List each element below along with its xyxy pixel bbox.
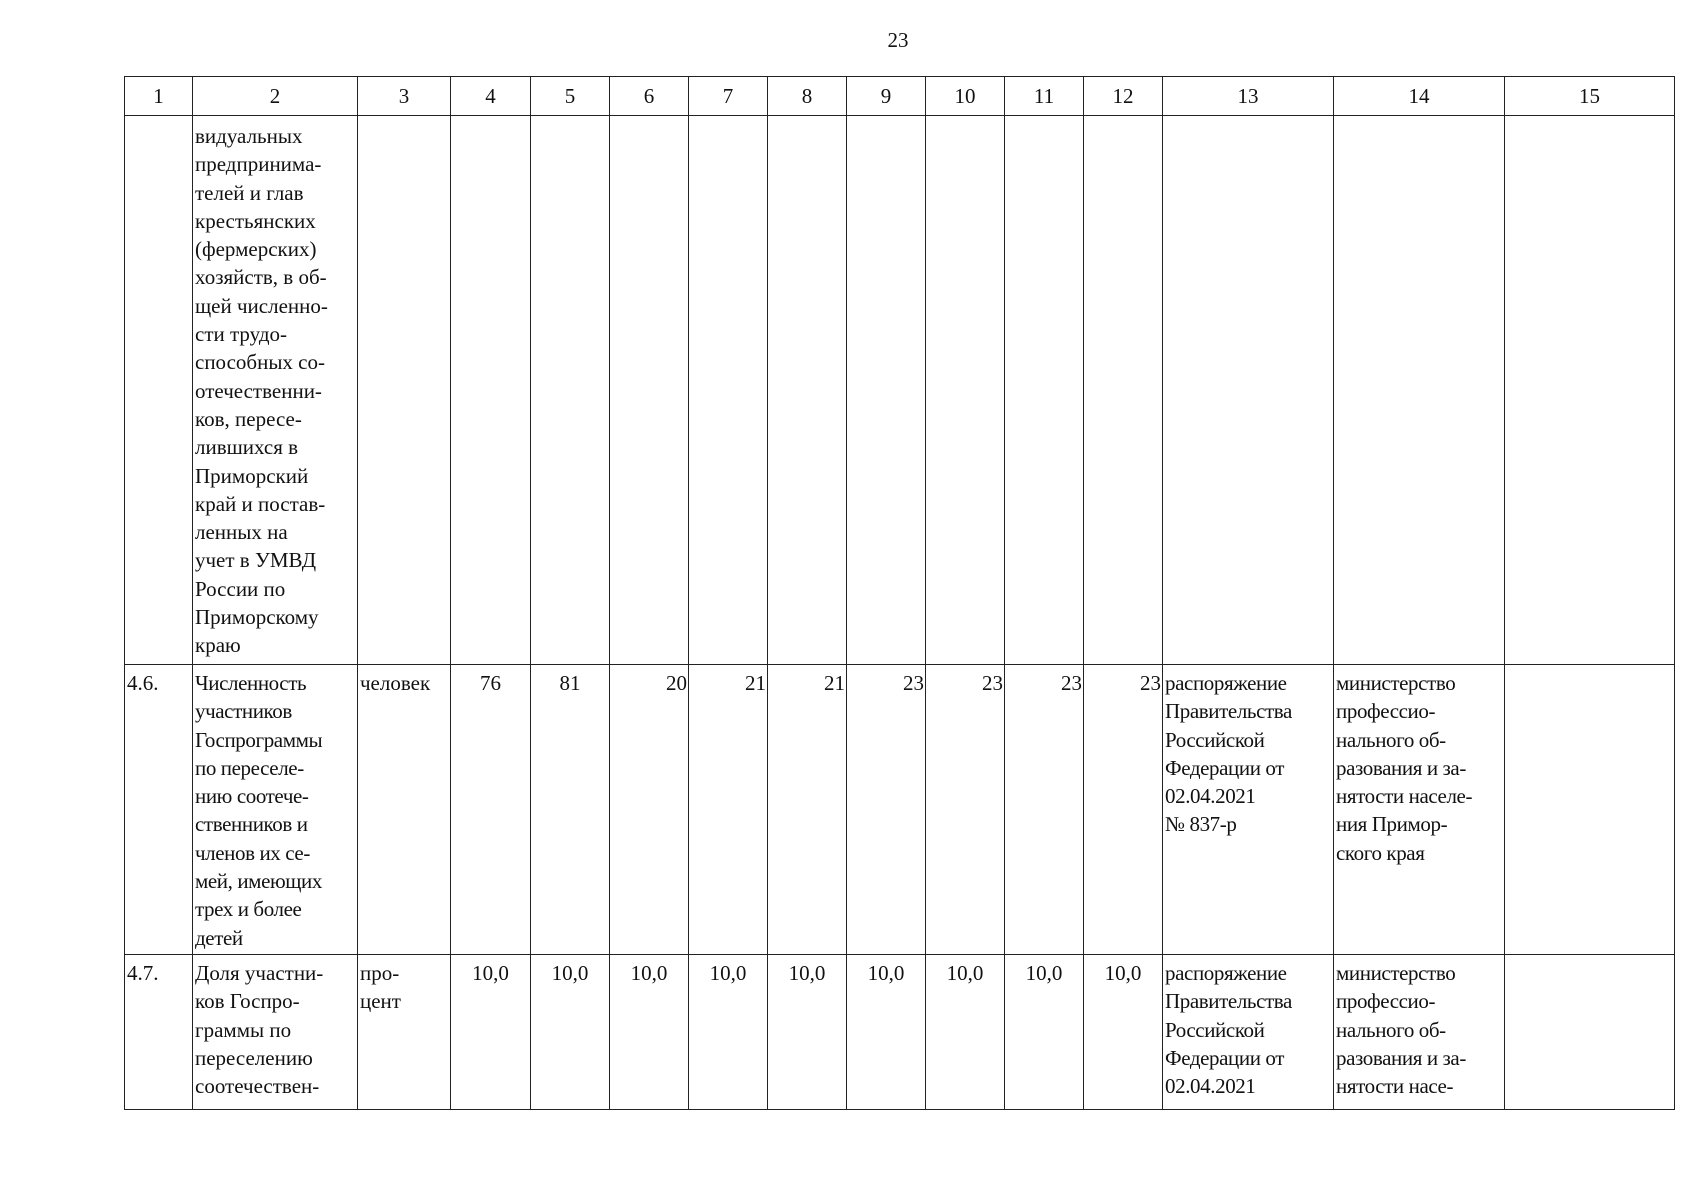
value-cell — [1005, 116, 1084, 665]
responsible-cell — [1334, 116, 1505, 665]
value-cell — [847, 116, 926, 665]
value-cell: 10,0 — [531, 955, 610, 1110]
value-cell: 10,0 — [847, 955, 926, 1110]
value-cell — [768, 116, 847, 665]
column-header: 13 — [1163, 77, 1334, 116]
value-cell — [610, 116, 689, 665]
row-number-cell: 4.7. — [125, 955, 193, 1110]
page-number: 23 — [887, 28, 909, 52]
source-cell — [1163, 116, 1334, 665]
column-header: 6 — [610, 77, 689, 116]
value-cell: 10,0 — [1084, 955, 1163, 1110]
column-header: 7 — [689, 77, 768, 116]
value-cell: 10,0 — [768, 955, 847, 1110]
column-header: 4 — [451, 77, 531, 116]
unit-cell — [358, 116, 451, 665]
column-header: 14 — [1334, 77, 1505, 116]
value-cell: 23 — [926, 665, 1005, 955]
column-header: 12 — [1084, 77, 1163, 116]
value-cell: 21 — [689, 665, 768, 955]
value-cell: 21 — [768, 665, 847, 955]
value-cell: 20 — [610, 665, 689, 955]
source-cell: распоряжение Правительства Российской Федерации от 02.04.2021 № 837-р — [1163, 665, 1334, 955]
value-cell — [451, 116, 531, 665]
value-cell: 10,0 — [451, 955, 531, 1110]
notes-cell — [1505, 116, 1675, 665]
value-cell: 10,0 — [689, 955, 768, 1110]
indicator-name-cell: Численность участников Госпрограммы по переселе- нию соотече- ственников и членов их се- мей, имеющих трех и более детей — [193, 665, 358, 955]
table-row — [125, 955, 1675, 1110]
column-header: 2 — [193, 77, 358, 116]
column-header: 3 — [358, 77, 451, 116]
value-cell: 10,0 — [1005, 955, 1084, 1110]
value-cell: 23 — [1084, 665, 1163, 955]
table-row — [125, 116, 1675, 665]
notes-cell — [1505, 955, 1675, 1110]
value-cell — [531, 116, 610, 665]
column-header: 11 — [1005, 77, 1084, 116]
responsible-cell: министерство профессио- нального об- разования и за- нятости населе- ния Примор- ского края — [1334, 665, 1505, 955]
unit-cell: человек — [358, 665, 451, 955]
column-header: 1 — [125, 77, 193, 116]
indicator-name-cell: видуальных предпринима- телей и глав крестьянских (фермерских) хозяйств, в об- щей численно- сти трудо- способных со- отечественни- ков, пересе- лившихся в Приморский край и постав- ленных на учет в УМВД России по Приморскому краю — [193, 116, 358, 665]
value-cell: 10,0 — [610, 955, 689, 1110]
column-header: 8 — [768, 77, 847, 116]
table-row — [125, 665, 1675, 955]
indicator-name-cell: Доля участни- ков Госпро- граммы по переселению соотечествен- — [193, 955, 358, 1110]
column-header: 5 — [531, 77, 610, 116]
value-cell: 23 — [1005, 665, 1084, 955]
responsible-cell: министерство профессио- нального об- разования и за- нятости насе- — [1334, 955, 1505, 1110]
value-cell: 76 — [451, 665, 531, 955]
row-number-cell: 4.6. — [125, 665, 193, 955]
value-cell: 10,0 — [926, 955, 1005, 1110]
value-cell — [1084, 116, 1163, 665]
indicator-table — [124, 76, 1675, 1110]
table-header-row — [125, 77, 1675, 116]
column-header: 15 — [1505, 77, 1675, 116]
source-cell: распоряжение Правительства Российской Федерации от 02.04.2021 — [1163, 955, 1334, 1110]
value-cell — [689, 116, 768, 665]
unit-cell: про- цент — [358, 955, 451, 1110]
value-cell — [926, 116, 1005, 665]
row-number-cell — [125, 116, 193, 665]
value-cell: 23 — [847, 665, 926, 955]
column-header: 10 — [926, 77, 1005, 116]
value-cell: 81 — [531, 665, 610, 955]
column-header: 9 — [847, 77, 926, 116]
notes-cell — [1505, 665, 1675, 955]
